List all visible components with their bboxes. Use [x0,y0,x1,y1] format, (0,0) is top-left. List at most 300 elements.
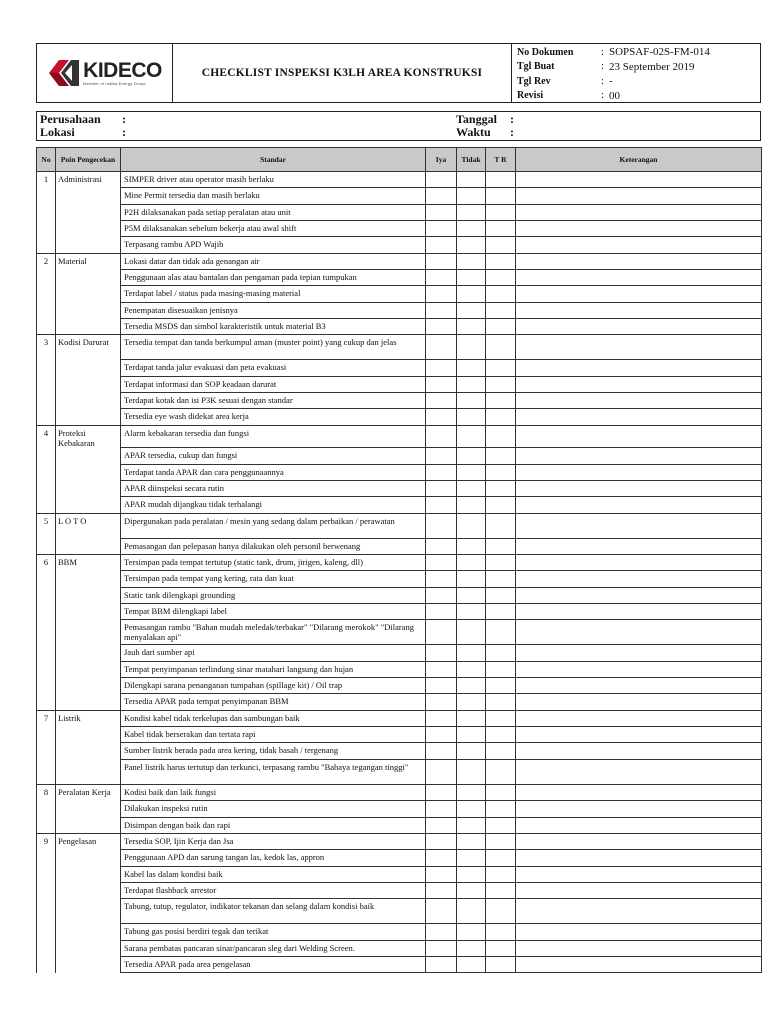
iya-checkbox[interactable] [426,319,457,335]
meta-value: - [609,75,613,88]
row-number [37,538,56,554]
iya-checkbox[interactable] [426,710,457,726]
tr-checkbox[interactable] [486,286,516,302]
standar-item: SIMPER driver atau operator masih berlaku [121,172,426,188]
tr-checkbox[interactable] [486,409,516,425]
tidak-checkbox[interactable] [457,253,486,269]
keterangan-field[interactable] [516,710,762,726]
col-tidak: Tidak [457,148,486,172]
standar-item: APAR diinspeksi secara rutin [121,481,426,497]
row-number [37,924,56,940]
table-row [37,882,762,898]
table-row [37,335,762,360]
table-row [37,817,762,833]
tr-checkbox[interactable] [486,360,516,376]
row-number [37,464,56,480]
tr-checkbox[interactable] [486,393,516,409]
logo-cell [37,44,173,102]
keterangan-field[interactable] [516,817,762,833]
keterangan-field[interactable] [516,882,762,898]
poin-pengecekan [56,817,121,833]
tr-checkbox[interactable] [486,538,516,554]
iya-checkbox[interactable] [426,172,457,188]
tr-checkbox[interactable] [486,587,516,603]
info-colon: : [122,112,126,126]
standar-item: Tersedia eye wash didekat area kerja [121,409,426,425]
poin-pengecekan: Listrik [56,710,121,726]
iya-checkbox[interactable] [426,940,457,956]
row-number [37,956,56,972]
standar-item: APAR mudah dijangkau tidak terhalangi [121,497,426,513]
keterangan-field[interactable] [516,253,762,269]
row-number [37,587,56,603]
tr-checkbox[interactable] [486,817,516,833]
keterangan-field[interactable] [516,188,762,204]
tr-checkbox[interactable] [486,481,516,497]
table-row [37,270,762,286]
iya-checkbox[interactable] [426,270,457,286]
keterangan-field[interactable] [516,759,762,784]
meta-colon: : [601,90,604,102]
iya-checkbox[interactable] [426,204,457,220]
standar-item: Static tank dilengkapi grounding [121,587,426,603]
tidak-checkbox[interactable] [457,204,486,220]
iya-checkbox[interactable] [426,661,457,677]
tr-checkbox[interactable] [486,899,516,924]
iya-checkbox[interactable] [426,727,457,743]
row-number [37,678,56,694]
iya-checkbox[interactable] [426,817,457,833]
standar-item: Tersimpan pada tempat yang kering, rata dan kuat [121,571,426,587]
tr-checkbox[interactable] [486,710,516,726]
tr-checkbox[interactable] [486,172,516,188]
tidak-checkbox[interactable] [457,448,486,464]
keterangan-field[interactable] [516,604,762,620]
tr-checkbox[interactable] [486,513,516,538]
tr-checkbox[interactable] [486,743,516,759]
tidak-checkbox[interactable] [457,464,486,480]
table-row [37,784,762,800]
row-number: 6 [37,555,56,571]
tr-checkbox[interactable] [486,784,516,800]
row-number [37,497,56,513]
tidak-checkbox[interactable] [457,694,486,710]
row-number: 7 [37,710,56,726]
poin-pengecekan [56,620,121,645]
tr-checkbox[interactable] [486,645,516,661]
iya-checkbox[interactable] [426,376,457,392]
keterangan-field[interactable] [516,464,762,480]
poin-pengecekan [56,319,121,335]
iya-checkbox[interactable] [426,620,457,645]
tidak-checkbox[interactable] [457,710,486,726]
tr-checkbox[interactable] [486,188,516,204]
keterangan-field[interactable] [516,221,762,237]
tr-checkbox[interactable] [486,882,516,898]
poin-pengecekan [56,188,121,204]
poin-pengecekan [56,302,121,318]
tr-checkbox[interactable] [486,604,516,620]
keterangan-field[interactable] [516,481,762,497]
tidak-checkbox[interactable] [457,899,486,924]
tidak-checkbox[interactable] [457,497,486,513]
tr-checkbox[interactable] [486,727,516,743]
tr-checkbox[interactable] [486,221,516,237]
table-row [37,661,762,677]
row-number [37,817,56,833]
table-row [37,801,762,817]
iya-checkbox[interactable] [426,360,457,376]
poin-pengecekan [56,497,121,513]
iya-checkbox[interactable] [426,555,457,571]
keterangan-field[interactable] [516,571,762,587]
tidak-checkbox[interactable] [457,678,486,694]
keterangan-field[interactable] [516,555,762,571]
table-row [37,710,762,726]
standar-item: Tabung gas posisi berdiri tegak dan terikat [121,924,426,940]
standar-item: Terdapat kotak dan isi P3K sesuai dengan standar [121,393,426,409]
keterangan-field[interactable] [516,538,762,554]
iya-checkbox[interactable] [426,956,457,972]
keterangan-field[interactable] [516,956,762,972]
tidak-checkbox[interactable] [457,882,486,898]
keterangan-field[interactable] [516,924,762,940]
row-number [37,409,56,425]
tr-checkbox[interactable] [486,801,516,817]
keterangan-field[interactable] [516,319,762,335]
tidak-checkbox[interactable] [457,237,486,253]
standar-item: Penempatan disesuaikan jenisnya [121,302,426,318]
standar-item: Tersedia APAR pada tempat penyimpanan BBM [121,694,426,710]
iya-checkbox[interactable] [426,464,457,480]
row-number [37,393,56,409]
tr-checkbox[interactable] [486,694,516,710]
iya-checkbox[interactable] [426,743,457,759]
keterangan-field[interactable] [516,425,762,448]
tidak-checkbox[interactable] [457,376,486,392]
tr-checkbox[interactable] [486,270,516,286]
tidak-checkbox[interactable] [457,335,486,360]
tidak-checkbox[interactable] [457,538,486,554]
table-row [37,448,762,464]
keterangan-field[interactable] [516,393,762,409]
tidak-checkbox[interactable] [457,188,486,204]
keterangan-field[interactable] [516,448,762,464]
tidak-checkbox[interactable] [457,393,486,409]
keterangan-field[interactable] [516,866,762,882]
keterangan-field[interactable] [516,172,762,188]
tidak-checkbox[interactable] [457,221,486,237]
tidak-checkbox[interactable] [457,270,486,286]
iya-checkbox[interactable] [426,759,457,784]
tr-checkbox[interactable] [486,497,516,513]
meta-colon: : [601,46,604,58]
row-number: 4 [37,425,56,448]
row-number [37,204,56,220]
tidak-checkbox[interactable] [457,172,486,188]
tidak-checkbox[interactable] [457,302,486,318]
standar-item: Pemasangan rambu "Bahan mudah meledak/terbakar" "Dilarang merokok" "Dilarang menyalakan api" [121,620,426,645]
table-row [37,409,762,425]
keterangan-field[interactable] [516,833,762,849]
tidak-checkbox[interactable] [457,661,486,677]
table-row [37,497,762,513]
table-row [37,555,762,571]
row-number: 9 [37,833,56,849]
keterangan-field[interactable] [516,360,762,376]
standar-item: Tersedia MSDS dan simbol karakteristik untuk material B3 [121,319,426,335]
iya-checkbox[interactable] [426,833,457,849]
tidak-checkbox[interactable] [457,360,486,376]
table-row [37,253,762,269]
poin-pengecekan [56,899,121,924]
tidak-checkbox[interactable] [457,620,486,645]
poin-pengecekan: Peralatan Kerja [56,784,121,800]
iya-checkbox[interactable] [426,645,457,661]
tidak-checkbox[interactable] [457,759,486,784]
tr-checkbox[interactable] [486,425,516,448]
lokasi-field[interactable] [40,126,132,139]
poin-pengecekan [56,204,121,220]
keterangan-field[interactable] [516,286,762,302]
tidak-checkbox[interactable] [457,866,486,882]
meta-label: Tgl Buat [517,61,555,73]
checklist-body [37,172,762,973]
iya-checkbox[interactable] [426,924,457,940]
tr-checkbox[interactable] [486,319,516,335]
row-number [37,727,56,743]
tidak-checkbox[interactable] [457,409,486,425]
row-number [37,481,56,497]
poin-pengecekan [56,270,121,286]
tidak-checkbox[interactable] [457,645,486,661]
tr-checkbox[interactable] [486,448,516,464]
tidak-checkbox[interactable] [457,956,486,972]
standar-item: Pemasangan dan pelepasan hanya dilakukan oleh personil berwenang [121,538,426,554]
tr-checkbox[interactable] [486,302,516,318]
standar-item: Tempat penyimpanan terlindung sinar matahari langsung dan hujan [121,661,426,677]
tr-checkbox[interactable] [486,204,516,220]
iya-checkbox[interactable] [426,448,457,464]
row-number [37,604,56,620]
waktu-field[interactable] [456,126,520,139]
poin-pengecekan: Administrasi [56,172,121,188]
iya-checkbox[interactable] [426,425,457,448]
keterangan-field[interactable] [516,850,762,866]
keterangan-field[interactable] [516,237,762,253]
row-number [37,850,56,866]
keterangan-field[interactable] [516,743,762,759]
tidak-checkbox[interactable] [457,286,486,302]
keterangan-field[interactable] [516,727,762,743]
document-meta [512,44,760,102]
keterangan-field[interactable] [516,620,762,645]
keterangan-field[interactable] [516,784,762,800]
iya-checkbox[interactable] [426,497,457,513]
row-number [37,302,56,318]
keterangan-field[interactable] [516,801,762,817]
tr-checkbox[interactable] [486,555,516,571]
poin-pengecekan [56,956,121,972]
iya-checkbox[interactable] [426,866,457,882]
keterangan-field[interactable] [516,497,762,513]
tidak-checkbox[interactable] [457,924,486,940]
keterangan-field[interactable] [516,661,762,677]
table-row [37,376,762,392]
keterangan-field[interactable] [516,409,762,425]
row-number [37,940,56,956]
table-row [37,604,762,620]
keterangan-field[interactable] [516,376,762,392]
table-row [37,221,762,237]
iya-checkbox[interactable] [426,253,457,269]
standar-item: Kodisi baik dan laik fungsi [121,784,426,800]
iya-checkbox[interactable] [426,237,457,253]
keterangan-field[interactable] [516,587,762,603]
tr-checkbox[interactable] [486,253,516,269]
poin-pengecekan [56,694,121,710]
iya-checkbox[interactable] [426,899,457,924]
table-row [37,899,762,924]
tr-checkbox[interactable] [486,759,516,784]
iya-checkbox[interactable] [426,694,457,710]
iya-checkbox[interactable] [426,302,457,318]
row-number [37,743,56,759]
iya-checkbox[interactable] [426,784,457,800]
iya-checkbox[interactable] [426,571,457,587]
tr-checkbox[interactable] [486,661,516,677]
tr-checkbox[interactable] [486,376,516,392]
iya-checkbox[interactable] [426,481,457,497]
tr-checkbox[interactable] [486,335,516,360]
table-header-row [37,148,762,172]
iya-checkbox[interactable] [426,409,457,425]
table-row [37,172,762,188]
tr-checkbox[interactable] [486,620,516,645]
tidak-checkbox[interactable] [457,513,486,538]
keterangan-field[interactable] [516,899,762,924]
iya-checkbox[interactable] [426,221,457,237]
tidak-checkbox[interactable] [457,940,486,956]
tidak-checkbox[interactable] [457,571,486,587]
iya-checkbox[interactable] [426,393,457,409]
standar-item: Alarm kebakaran tersedia dan fungsi [121,425,426,448]
tidak-checkbox[interactable] [457,555,486,571]
table-row [37,481,762,497]
tr-checkbox[interactable] [486,464,516,480]
standar-item: Jauh dari sumber api [121,645,426,661]
row-number: 2 [37,253,56,269]
meta-row-tgl-rev [517,74,760,89]
standar-item: Tersedia tempat dan tanda berkumpul aman (muster point) yang cukup dan jelas [121,335,426,360]
tr-checkbox[interactable] [486,237,516,253]
tr-checkbox[interactable] [486,866,516,882]
keterangan-field[interactable] [516,940,762,956]
tidak-checkbox[interactable] [457,801,486,817]
kideco-logo-icon [47,58,81,88]
tr-checkbox[interactable] [486,833,516,849]
tr-checkbox[interactable] [486,571,516,587]
keterangan-field[interactable] [516,204,762,220]
info-colon: : [510,125,514,139]
tr-checkbox[interactable] [486,924,516,940]
tr-checkbox[interactable] [486,940,516,956]
iya-checkbox[interactable] [426,882,457,898]
tr-checkbox[interactable] [486,678,516,694]
standar-item: P2H dilaksanakan pada setiap peralatan atau unit [121,204,426,220]
iya-checkbox[interactable] [426,678,457,694]
tidak-checkbox[interactable] [457,727,486,743]
iya-checkbox[interactable] [426,538,457,554]
tidak-checkbox[interactable] [457,425,486,448]
table-row [37,393,762,409]
tidak-checkbox[interactable] [457,319,486,335]
document-title: CHECKLIST INSPEKSI K3LH AREA KONSTRUKSI [173,44,512,102]
iya-checkbox[interactable] [426,850,457,866]
iya-checkbox[interactable] [426,188,457,204]
standar-item: Kondisi kabel tidak terkelupas dan sambungan baik [121,710,426,726]
keterangan-field[interactable] [516,302,762,318]
iya-checkbox[interactable] [426,604,457,620]
iya-checkbox[interactable] [426,286,457,302]
keterangan-field[interactable] [516,694,762,710]
row-number [37,645,56,661]
meta-colon: : [601,61,604,73]
table-row [37,302,762,318]
keterangan-field[interactable] [516,513,762,538]
standar-item: APAR tersedia, cukup dan fungsi [121,448,426,464]
keterangan-field[interactable] [516,678,762,694]
table-row [37,204,762,220]
table-row [37,513,762,538]
tr-checkbox[interactable] [486,956,516,972]
row-number [37,661,56,677]
poin-pengecekan [56,801,121,817]
tr-checkbox[interactable] [486,850,516,866]
keterangan-field[interactable] [516,335,762,360]
info-colon: : [122,125,126,139]
tidak-checkbox[interactable] [457,604,486,620]
poin-pengecekan: Material [56,253,121,269]
poin-pengecekan: BBM [56,555,121,571]
tidak-checkbox[interactable] [457,833,486,849]
iya-checkbox[interactable] [426,801,457,817]
iya-checkbox[interactable] [426,335,457,360]
tidak-checkbox[interactable] [457,481,486,497]
keterangan-field[interactable] [516,270,762,286]
tidak-checkbox[interactable] [457,743,486,759]
row-number [37,882,56,898]
kideco-logo [47,58,162,88]
poin-pengecekan [56,409,121,425]
iya-checkbox[interactable] [426,587,457,603]
tidak-checkbox[interactable] [457,850,486,866]
keterangan-field[interactable] [516,645,762,661]
tidak-checkbox[interactable] [457,587,486,603]
poin-pengecekan [56,481,121,497]
poin-pengecekan [56,924,121,940]
poin-pengecekan [56,882,121,898]
tanggal-label: Tanggal [456,112,497,126]
iya-checkbox[interactable] [426,513,457,538]
standar-item: Terpasang rambu APD Wajib [121,237,426,253]
row-number [37,221,56,237]
table-row [37,286,762,302]
tidak-checkbox[interactable] [457,784,486,800]
tidak-checkbox[interactable] [457,817,486,833]
standar-item: Dipergunakan pada peralatan / mesin yang sedang dalam perbaikan / perawatan [121,513,426,538]
col-standar: Standar [121,148,426,172]
